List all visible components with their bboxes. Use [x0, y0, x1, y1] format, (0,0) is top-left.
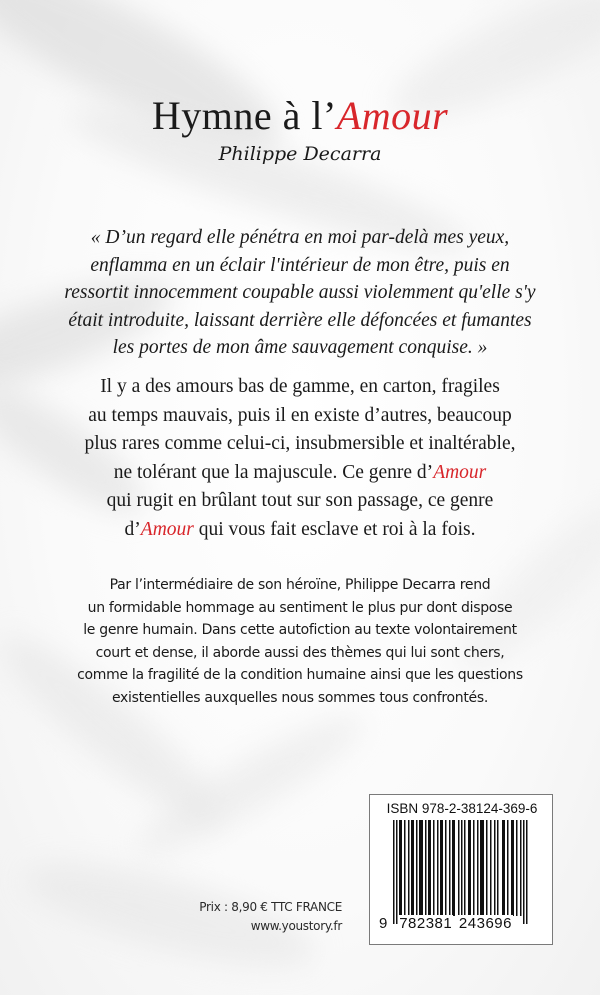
para-accent: Amour	[433, 461, 487, 483]
blurb-line: comme la fragilité de la condition humaine ainsi que les questions	[77, 667, 523, 683]
blurb-line: un formidable hommage au sentiment le plus pur dont dispose	[87, 599, 513, 616]
price-label: Prix : 8,90 € TTC FRANCE	[199, 900, 342, 914]
para-line: Il y a des amours bas de gamme, en carton, fragiles	[100, 376, 500, 397]
blurb-line: le genre humain. Dans cette autofiction au texte volontairement	[83, 622, 517, 638]
barcode-digit-first: 9	[379, 915, 388, 932]
para-text: ne tolérant que la majuscule. Ce genre d’	[113, 461, 434, 483]
website-link: www.youstory.fr	[250, 919, 342, 933]
barcode-digits-right: 243696	[458, 915, 512, 932]
price-info	[199, 898, 342, 936]
para-line: plus rares comme celui-ci, insubmersible et inaltérable,	[84, 433, 516, 454]
para-line	[40, 516, 560, 545]
isbn-label: ISBN 978-2-38124-369-6	[386, 801, 538, 816]
barcode-digits	[378, 915, 513, 932]
title-accent: Amour	[336, 93, 449, 138]
para-line: qui rugit en brûlant tout sur son passage, ce genre	[106, 490, 494, 511]
quote-line: « D’un regard elle pénétra en moi par-delà mes yeux,	[90, 227, 510, 248]
quote-line: était introduite, laissant derrière elle défoncées et fumantes	[68, 309, 532, 331]
quote-line: ressortit innocemment coupable aussi violemment qu'elle s'y	[64, 282, 536, 303]
barcode-icon	[384, 820, 542, 924]
publisher-blurb	[40, 574, 560, 709]
quote-line: enflamma en un éclair l'intérieur de mon être, puis en	[90, 254, 510, 276]
quote-line: les portes de mon âme sauvagement conquise. »	[112, 337, 488, 358]
author-name: Philippe Decarra	[218, 143, 382, 165]
title-prefix: Hymne à l’	[151, 93, 337, 138]
blurb-line: existentielles auxquelles nous sommes tous confrontés.	[111, 689, 488, 706]
blurb-line: court et dense, il aborde aussi des thèmes qui lui sont chers,	[95, 644, 505, 661]
para-text: d’	[124, 518, 141, 540]
para-line: au temps mauvais, puis il en existe d’autres, beaucoup	[88, 404, 512, 426]
para-line	[40, 459, 560, 488]
excerpt-quote	[60, 224, 540, 362]
blurb-line: Par l’intermédiaire de son héroïne, Philippe Decarra rend	[109, 577, 491, 593]
para-text: qui vous fait esclave et roi à la fois.	[193, 518, 476, 540]
barcode-digits-left: 782381	[399, 915, 453, 932]
para-accent: Amour	[140, 518, 194, 540]
description-paragraph	[40, 373, 560, 544]
isbn-barcode	[369, 794, 553, 945]
book-title	[0, 92, 600, 139]
